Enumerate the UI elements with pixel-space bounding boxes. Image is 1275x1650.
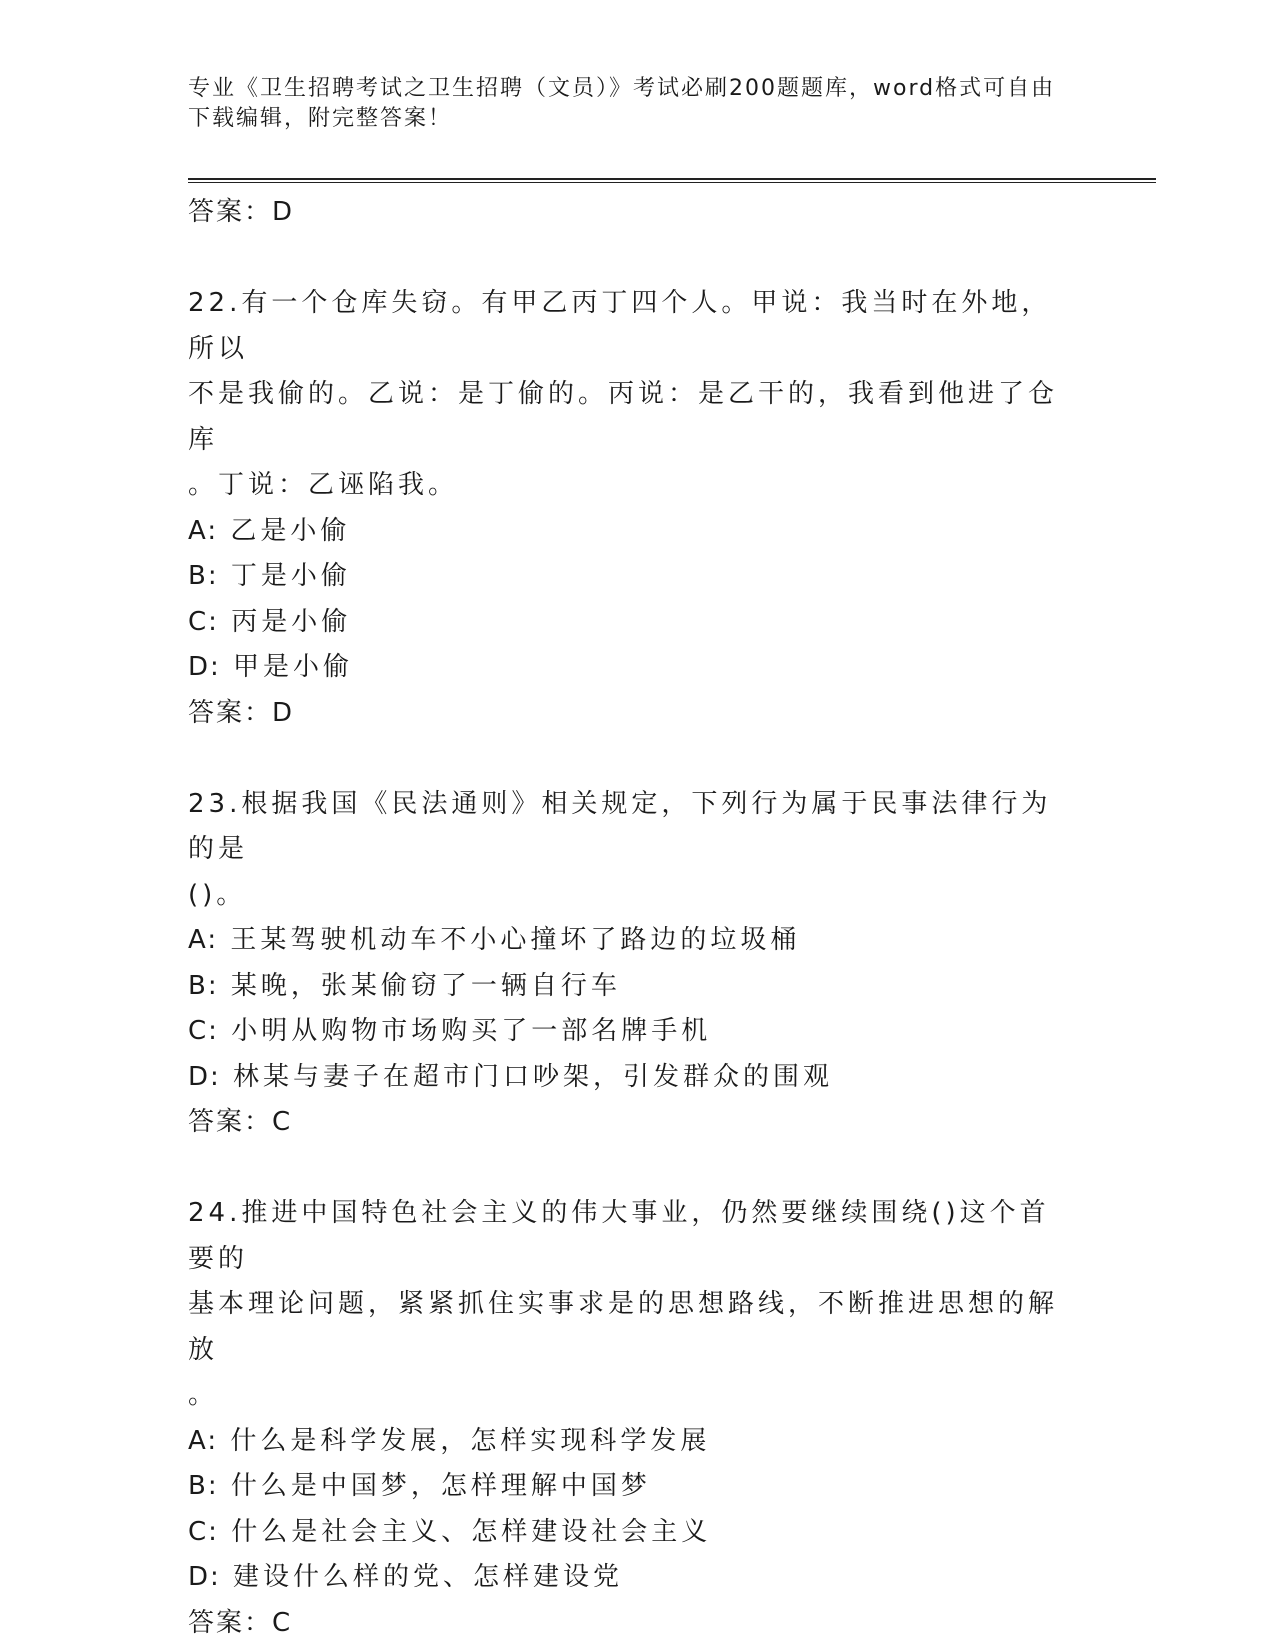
question-line: 不是我偷的。乙说：是丁偷的。丙说：是乙干的，我看到他进了仓库 (188, 379, 1059, 455)
option-d: D: 林某与妻子在超市门口吵架，引发群众的围观 (188, 1061, 834, 1092)
question-text (188, 1191, 1078, 1419)
question-answer: 答案：C (188, 1607, 293, 1638)
option-d: D: 建设什么样的党、怎样建设党 (188, 1562, 624, 1592)
question-answer: 答案：D (188, 697, 295, 728)
question-text (188, 281, 1078, 509)
option-b: B: 什么是中国梦，怎样理解中国梦 (188, 1471, 651, 1501)
spacer (188, 736, 1088, 782)
question-line: 。丁说：乙诬陷我。 (188, 470, 459, 500)
option-b: B: 某晚，张某偷窃了一辆自行车 (188, 970, 621, 1001)
option-a: A: 王某驾驶机动车不小心撞坏了路边的垃圾桶 (188, 925, 801, 955)
question-list (188, 190, 1088, 1646)
question-line: ()。 (188, 879, 247, 910)
question-answer: 答案：C (188, 1107, 293, 1137)
question-line: 基本理论问题，紧紧抓住实事求是的思想路线，不断推进思想的解放 (188, 1289, 1059, 1365)
question-block (188, 1191, 1088, 1646)
option-a: A: 什么是科学发展，怎样实现科学发展 (188, 1425, 711, 1456)
option-a: A: 乙是小偷 (188, 515, 351, 546)
page-header: 专业《卫生招聘考试之卫生招聘（文员）》考试必刷200题题库，word格式可自由下载编辑，附完整答案！ (188, 76, 1056, 131)
question-line: 。 (188, 1380, 219, 1410)
question-block (188, 782, 1088, 1146)
option-c: C: 什么是社会主义、怎样建设社会主义 (188, 1516, 712, 1547)
previous-answer: 答案：D (188, 197, 295, 227)
option-b: B: 丁是小偷 (188, 561, 351, 591)
question-line: 22.有一个仓库失窃。有甲乙丙丁四个人。甲说：我当时在外地，所以 (188, 288, 1052, 364)
question-block (188, 281, 1088, 736)
header-divider (188, 178, 1156, 183)
option-d: D: 甲是小偷 (188, 652, 354, 682)
spacer (188, 236, 1088, 282)
question-text (188, 782, 1078, 919)
spacer (188, 1146, 1088, 1192)
option-c: C: 小明从购物市场购买了一部名牌手机 (188, 1016, 712, 1046)
question-line: 24.推进中国特色社会主义的伟大事业，仍然要继续围绕()这个首要的 (188, 1198, 1050, 1274)
question-line: 23.根据我国《民法通则》相关规定，下列行为属于民事法律行为的是 (188, 788, 1052, 864)
option-c: C: 丙是小偷 (188, 606, 352, 637)
